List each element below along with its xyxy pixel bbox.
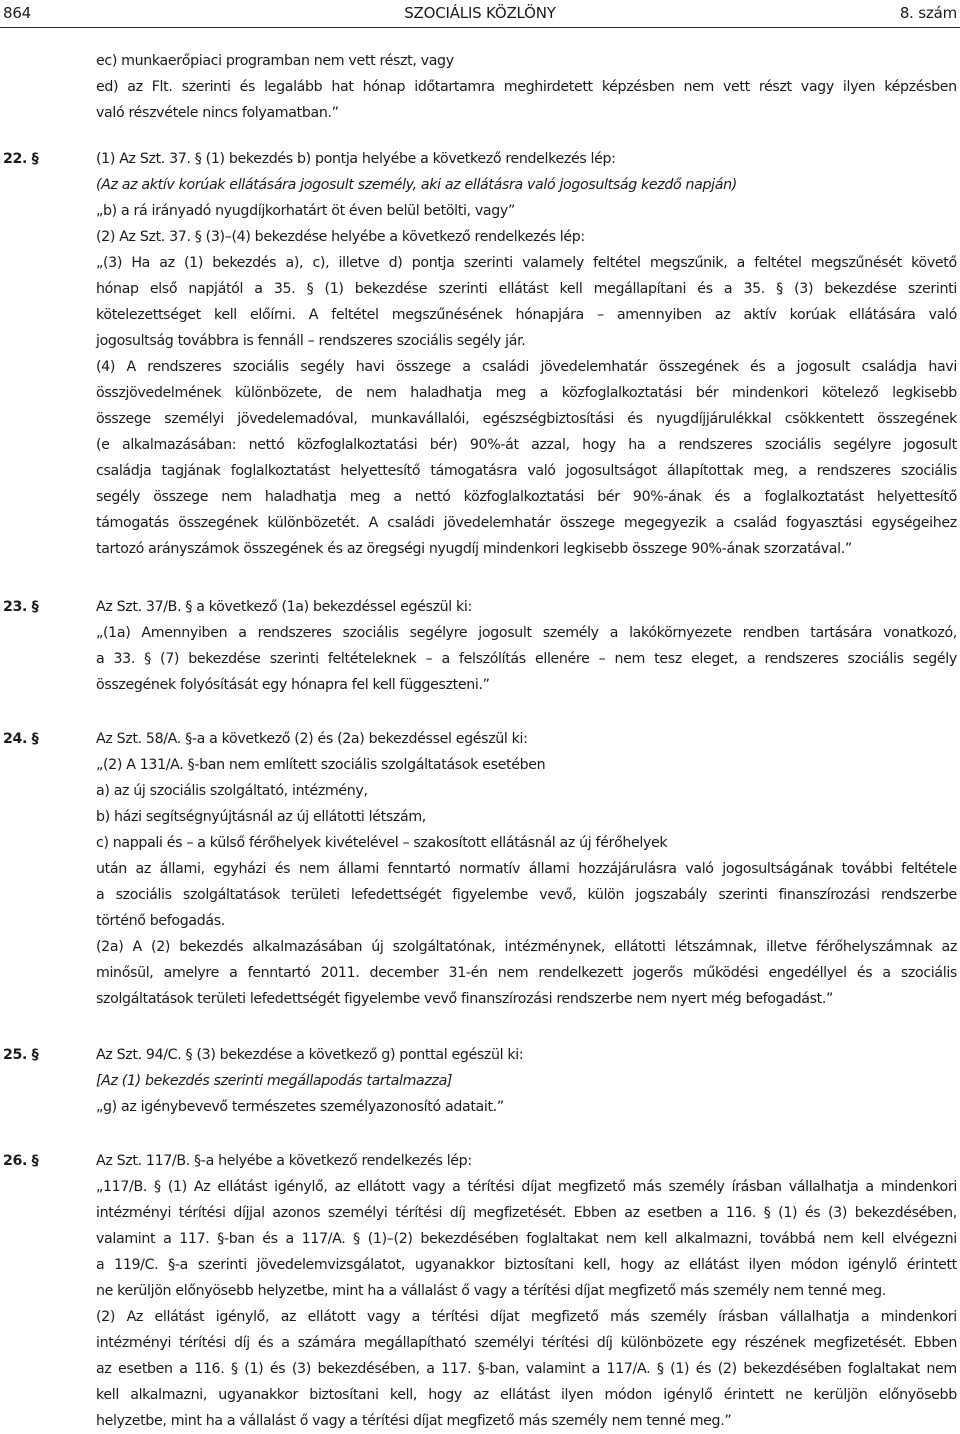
text-line: összjövedelmének különbözete, de nem haladhatja meg a közfoglalkoztatási bér mindenkori kötelező legkisebb <box>96 385 957 401</box>
text-line: kötelezettséget kell előírni. A feltétel megszűnésének hónapjára – amennyiben az aktív korúak ellátására való <box>96 307 957 323</box>
text-line: jogosultság továbbra is fennáll – rendszeres szociális segély jár. <box>96 333 526 349</box>
page-header <box>0 0 960 27</box>
text-line: valamint a 117. §-ban és a 117/A. § (1)–(2) bekezdésében foglaltakat nem kell alkalmazni, továbbá nem kell elvégezni <box>96 1231 957 1247</box>
text-line: való részvétele nincs folyamatban.” <box>96 105 339 121</box>
text-line: (4) A rendszeres szociális segély havi összege a családi jövedelemhatár összegének és a jogosult családja havi <box>96 359 957 375</box>
text-line: „117/B. § (1) Az ellátást igénylő, az ellátott vagy a térítési díjat megfizető más személy írásban vállalhatja a mindenkori <box>96 1179 957 1195</box>
text-line: ne kerüljön előnyösebb helyzetbe, mint ha a vállalást ő vagy a térítési díjat megfizető más személy nem tenné meg. <box>96 1283 886 1299</box>
text-line: „(3) Ha az (1) bekezdés a), c), illetve d) pontja szerinti valamely feltétel megszűnik, a feltétel megszűnését követő <box>96 255 957 271</box>
text-line: történő befogadás. <box>96 913 225 929</box>
text-line: ed) az Flt. szerinti és legalább hat hónap időtartamra meghirdetett képzésben nem vett részt vagy ilyen képzésben <box>96 79 957 95</box>
text-line: családja tagjának foglalkoztatást helyettesítő támogatásra való jogosultságot állapítottak meg, a rendszeres szociális <box>96 463 957 479</box>
text-line: Az Szt. 94/C. § (3) bekezdése a következő g) ponttal egészül ki: <box>96 1047 524 1063</box>
section-number: 24. § <box>3 731 39 747</box>
text-line: Az Szt. 117/B. §-a helyébe a következő rendelkezés lép: <box>96 1153 472 1169</box>
text-line: tartozó arányszámok összegének és az öregségi nyugdíj mindenkori legkisebb összege 90%-ának szorzatával.” <box>96 541 852 557</box>
section-number: 26. § <box>3 1153 39 1169</box>
issue-number: 8. szám <box>899 4 957 22</box>
text-line: c) nappali és – a külső férőhelyek kivételével – szakosított ellátásnál az új férőhelyek <box>96 835 668 851</box>
text-line: intézményi térítési díjjal azonos személyi térítési díj megfizetését. Ebben az esetben a 116. § (1) és (3) bekezdésében, <box>96 1205 957 1221</box>
text-line: (2) Az Szt. 37. § (3)–(4) bekezdése helyébe a következő rendelkezés lép: <box>96 229 585 245</box>
text-line: (e alkalmazásában: nettó közfoglalkoztatási bér) 90%-át azzal, hogy ha a rendszeres szociális segélyre jogosult <box>96 437 957 453</box>
text-line: minősül, amelyre a fenntartó 2011. december 31-én nem rendelkezett jogerős működési engedéllyel és a szociális <box>96 965 957 981</box>
text-line: „(1a) Amennyiben a rendszeres szociális segélyre jogosult személy a lakókörnyezete rendben tartására vonatkozó, <box>96 625 957 641</box>
text-line: támogatás összegének különbözetét. A családi jövedelemhatár összege megegyezik a család fogyasztási egységeihez <box>96 515 957 531</box>
text-line: az esetben a 116. § (1) és (3) bekezdésében, a 117. §-ban, valamint a 117/A. § (1) és (2) bekezdésében foglaltakat nem <box>96 1361 957 1377</box>
text-line: „(2) A 131/A. §-ban nem említett szociális szolgáltatások esetében <box>96 757 546 773</box>
header-rule <box>0 27 960 28</box>
section-number: 22. § <box>3 151 39 167</box>
text-line: [Az (1) bekezdés szerinti megállapodás tartalmazza] <box>96 1073 453 1089</box>
text-line: segély összege nem haladhatja meg a nettó közfoglalkoztatási bér 90%-ának és a foglalkoztatást helyettesítő <box>96 489 957 505</box>
text-line: „g) az igénybevevő természetes személyazonosító adatait.” <box>96 1099 504 1115</box>
text-line: hónap első napjától a 35. § (1) bekezdése szerinti ellátást kell megállapítani és a 35. § (3) bekezdése szerinti <box>96 281 957 297</box>
text-line: a 119/C. §-a szerinti jövedelemvizsgálatot, ugyanakkor biztosítani kell, hogy az ellátást ilyen módon igénylő érintett <box>96 1257 957 1273</box>
text-line: (2a) A (2) bekezdés alkalmazásában új szolgáltatónak, intézménynek, ellátotti létszámnak, illetve férőhelyszámnak az <box>96 939 957 955</box>
text-line: a 33. § (7) bekezdése szerinti feltételeknek – a felszólítás ellenére – nem tesz eleget, a rendszeres szociális segély <box>96 651 957 667</box>
journal-title: SZOCIÁLIS KÖZLÖNY <box>404 4 556 22</box>
text-line: ec) munkaerőpiaci programban nem vett részt, vagy <box>96 53 454 69</box>
text-line: kell alkalmazni, ugyanakkor biztosítani kell, hogy az ellátást ilyen módon igénylő érintett ne kerüljön előnyösebb <box>96 1387 957 1403</box>
text-line: helyzetbe, mint ha a vállalást ő vagy a térítési díjat megfizető más személy nem tenné meg.” <box>96 1413 732 1429</box>
text-line: (1) Az Szt. 37. § (1) bekezdés b) pontja helyébe a következő rendelkezés lép: <box>96 151 616 167</box>
text-line: összege személyi jövedelemadóval, munkavállalói, egészségbiztosítási és nyugdíjjárulékkal csökkentett összegének <box>96 411 957 427</box>
section-number: 23. § <box>3 599 39 615</box>
text-line: után az állami, egyházi és nem állami fenntartó normatív állami hozzájárulásra való jogosultságának további feltétele <box>96 861 957 877</box>
text-line: összegének folyósítását egy hónapra fel kell függeszteni.” <box>96 677 490 693</box>
text-line: Az Szt. 37/B. § a következő (1a) bekezdéssel egészül ki: <box>96 599 472 615</box>
text-line: szolgáltatások területi lefedettségét figyelembe vevő finanszírozási rendszerbe nem nyert még befogadást.” <box>96 991 834 1007</box>
text-line: (Az az aktív korúak ellátására jogosult személy, aki az ellátásra való jogosultság kezdő napján) <box>96 177 737 193</box>
text-line: a szociális szolgáltatások területi lefedettségét figyelembe vevő, külön jogszabály szerinti finanszírozási rendszerbe <box>96 887 957 903</box>
text-line: Az Szt. 58/A. §-a a következő (2) és (2a) bekezdéssel egészül ki: <box>96 731 528 747</box>
text-line: a) az új szociális szolgáltató, intézmény, <box>96 783 368 799</box>
text-line: intézményi térítési díj és a számára megállapítható személyi térítési díj különbözete egy részének megfizetését. Ebben <box>96 1335 957 1351</box>
text-line: b) házi segítségnyújtásnál az új ellátotti létszám, <box>96 809 426 825</box>
page-number: 864 <box>3 4 32 22</box>
text-line: „b) a rá irányadó nyugdíjkorhatárt öt éven belül betölti, vagy” <box>96 203 515 219</box>
section-number: 25. § <box>3 1047 39 1063</box>
text-line: (2) Az ellátást igénylő, az ellátott vagy a térítési díjat megfizető más személy írásban vállalhatja a mindenkori <box>96 1309 957 1325</box>
